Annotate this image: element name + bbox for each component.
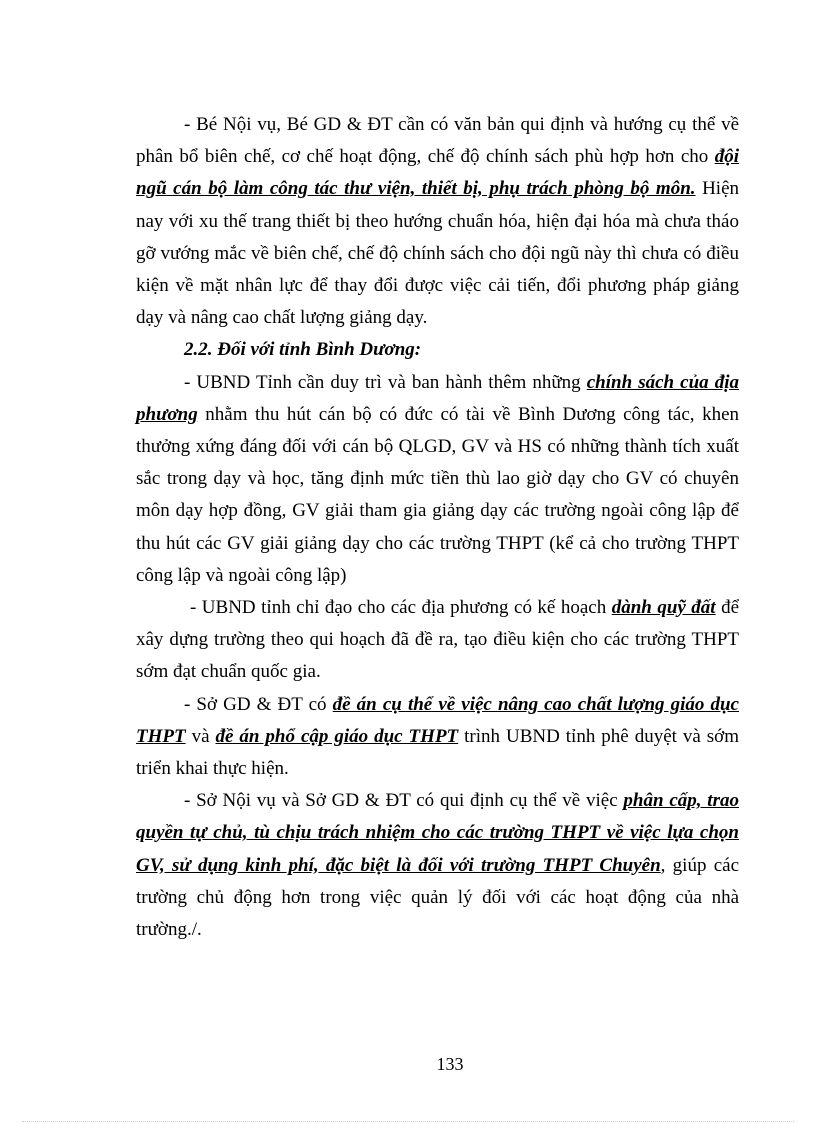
paragraph-text: - UBND Tỉnh cần duy trì và ban hành thêm những <box>184 371 587 393</box>
paragraph-text: và <box>185 725 216 747</box>
paragraph-text: nhằm thu hút cán bộ có đức có tài về Bình Dương công tác, khen thưởng xứng đáng đối với cán bộ QLGD, GV và HS có những thành tích xuất sắc trong dạy và học, tăng định mức tiền thù lao giờ dạy cho GV có chuyên môn dạy hợp đồng, GV giải tham gia giảng dạy các trường ngoài công lập để thu hút các GV giải giảng dạy cho các trường THPT (kể cả cho trường THPT công lập và ngoài công lập) <box>136 403 739 586</box>
emphasis-text: dành quỹ đất <box>611 597 716 619</box>
section-heading: 2.2. Đối với tỉnh Bình Dương: <box>184 339 422 361</box>
paragraph-so-gd-de-an <box>136 689 739 786</box>
paragraph-text: để xây dựng trường theo qui hoạch đã đề ra, tạo điều kiện cho các trường THPT sớm đạt chuẩn quốc gia. <box>136 597 740 683</box>
footer-divider <box>22 1121 794 1122</box>
paragraph-so-noi-vu <box>136 785 739 946</box>
paragraph-text: - Sở Nội vụ và Sở GD & ĐT có qui định cụ thể về việc <box>184 790 624 812</box>
emphasis-text: đề án cụ thể về việc nâng cao chất lượng giáo dục THPT <box>136 693 739 747</box>
emphasis-text: chính sách của địa phương <box>136 371 740 425</box>
paragraph-text: trình UBND tỉnh phê duyệt và sớm triển khai thực hiện. <box>136 725 739 780</box>
paragraph-noi-vu <box>136 109 739 334</box>
emphasis-text: đề án phổ cập giáo dục THPT <box>215 725 459 747</box>
paragraph-text: - Bé Nội vụ, Bé GD & ĐT cần có văn bản qui định và hướng cụ thể về phân bổ biên chế, cơ chế hoạt động, chế độ chính sách phù hợp hơn cho <box>136 114 739 168</box>
paragraph-text: - UBND tỉnh chỉ đạo cho các địa phương có kế hoạch <box>190 597 612 619</box>
page-number: 133 <box>436 1054 464 1074</box>
paragraph-text: - Sở GD & ĐT có <box>184 693 333 715</box>
emphasis-text: phân cấp, trao quyền tự chủ, tù chịu trách nhiệm cho các trường THPT về việc lựa chọn GV, sử dụng kinh phí, đặc biệt là đối với trường THPT Chuyên <box>136 790 739 876</box>
paragraph-ubnd-chinh-sach <box>136 367 739 592</box>
document-body <box>136 109 739 946</box>
paragraph-ubnd-quy-dat <box>136 592 739 689</box>
emphasis-text: đội ngũ cán bộ làm công tác thư viện, thiết bị, phụ trách phòng bộ môn. <box>136 146 739 200</box>
paragraph-text: , giúp các trường chủ động hơn trong việc quản lý đối với các hoạt động của nhà trường./. <box>136 854 739 941</box>
paragraph-text: Hiện nay với xu thế trang thiết bị theo hướng chuẩn hóa, hiện đại hóa mà chưa tháo gỡ vướng mắc về biên chế, chế độ chính sách cho đội ngũ này thì chưa có điều kiện về mặt nhân lực để thay đổi được việc cải tiến, đổi phương pháp giảng dạy và nâng cao chất lượng giảng dạy. <box>136 178 740 329</box>
